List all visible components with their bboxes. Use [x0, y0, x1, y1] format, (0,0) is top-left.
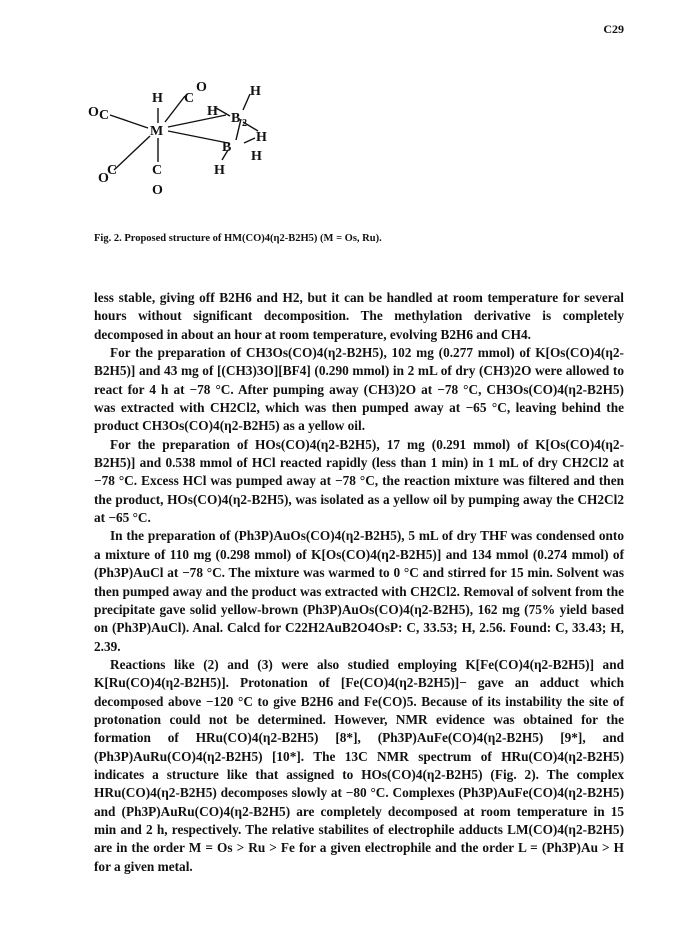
- atom-c-top: C: [184, 91, 195, 106]
- atom-o-bottomleft: O: [98, 171, 109, 186]
- atom-h-right-mid: H: [256, 130, 267, 145]
- paragraph: For the preparation of HOs(CO)4(η2-B2H5), 17 mg (0.291 mmol) of K[Os(CO)4(η2-B2H5)] and 0.538 mmol of HCl reacted rapidly (less than 1 min) in 1 mL of dry CH2Cl2 at −78 °C. Excess HCl was pumped away at −78 °C, the reaction mixture was filtered and then the product, HOs(CO)4(η2-B2H5), was isolated as a yellow oil by pumping away the CH2Cl2 at −65 °C.: [94, 436, 624, 526]
- paragraph: In the preparation of (Ph3P)AuOs(CO)4(η2-B2H5), 5 mL of dry THF was condensed onto a mixture of 110 mg (0.298 mmol) of K[Os(CO)4(η2-B2H5)] and 134 mmol (0.274 mmol) of (Ph3P)AuCl at −78 °C. The mixture was warmed to 0 °C and stirred for 15 min. Solvent was then pumped away and the product was extracted with CH2Cl2. Removal of solvent from the precipitate gave solid yellow-brown (Ph3P)AuOs(CO)4(η2-B2H5), 162 mg (75% yield based on (Ph3P)AuCl). Anal. Calcd for C22H2AuB2O4OsP: C, 33.53; H, 2.56. Found: C, 33.43; H, 2.39.: [94, 528, 624, 654]
- paragraph: Reactions like (2) and (3) were also studied employing K[Fe(CO)4(η2-B2H5)] and K[Ru(CO)4(η2-B2H5)]. Protonation of [Fe(CO)4(η2-B2H5)]− gave an adduct which decomposed above −120 °C to give B2H6 and Fe(CO)5. Because of its instability the site of protonation could not be determined. However, NMR evidence was obtained for the formation of HRu(CO)4(η2-B2H5) [8*], (Ph3P)AuFe(CO)4(η2-B2H5) [9*], and (Ph3P)AuRu(CO)4(η2-B2H5) [10*]. The 13C NMR spectrum of HRu(CO)4(η2-B2H5) indicates a structure like that assigned to HOs(CO)4(η2-B2H5) (Fig. 2). The complex HRu(CO)4(η2-B2H5) decomposes slowly at −80 °C. Complexes (Ph3P)AuFe(CO)4(η2-B2H5) and (Ph3P)AuRu(CO)4(η2-B2H5) are completely decomposed at room temperature in 15 min and 2 h, respectively. The relative stabilites of electrophile adducts LM(CO)4(η2-B2H5) are in the order M = Os > Ru > Fe for a given electrophile and the order L = (Ph3P)Au > H for a given metal.: [94, 656, 624, 874]
- atom-metal: M: [150, 124, 164, 139]
- bond-h-b-bottom: [244, 138, 255, 143]
- atom-h-bridge: H: [207, 104, 218, 119]
- atom-h-top: H: [152, 91, 163, 106]
- bond-c-m-left: [110, 115, 148, 128]
- atom-h-right-low: H: [251, 149, 262, 164]
- atom-boron-lower: B: [222, 140, 232, 155]
- atom-boron-subscript: 2: [242, 118, 247, 129]
- bond-m-b-lower: [168, 131, 228, 143]
- atom-c-left: C: [99, 108, 110, 123]
- bond-b-h-top: [243, 94, 250, 110]
- atom-boron-upper: B: [231, 111, 241, 126]
- bond-h-bridge: [216, 108, 230, 116]
- figure-caption: Fig. 2. Proposed structure of HM(CO)4(η2-B2H5) (M = Os, Ru).: [94, 233, 382, 244]
- bond-m-co-topright: [165, 96, 185, 122]
- page-number: C29: [603, 22, 624, 36]
- atom-o-left: O: [88, 105, 99, 120]
- atom-c-bottomleft: C: [107, 163, 118, 178]
- paragraph: less stable, giving off B2H6 and H2, but it can be handled at room temperature for several hours without significant decomposition. The methylation derivative is completely decomposed in about an hour at room temperature, evolving B2H6 and CH4.: [94, 290, 624, 342]
- atom-o-bottom: O: [152, 183, 163, 198]
- atom-h-right-top: H: [250, 84, 261, 99]
- molecular-structure-diagram: [88, 78, 308, 208]
- bond-m-co-bottomleft: [114, 136, 150, 170]
- body-text: [94, 289, 624, 876]
- atom-c-bottom: C: [152, 163, 163, 178]
- atom-h-bottom: H: [214, 163, 225, 178]
- atom-o-top: O: [196, 80, 207, 95]
- paragraph: For the preparation of CH3Os(CO)4(η2-B2H5), 102 mg (0.277 mmol) of K[Os(CO)4(η2-B2H5)] and 43 mg of [(CH3)3O][BF4] (0.290 mmol) in 2 mL of dry (CH3)2O were allowed to react for 4 h at −78 °C. After pumping away (CH3)2O at −78 °C, CH3Os(CO)4(η2-B2H5) was extracted with CH2Cl2, which was then pumped away at −65 °C, leaving behind the product CH3Os(CO)4(η2-B2H5) as a yellow oil.: [94, 345, 624, 434]
